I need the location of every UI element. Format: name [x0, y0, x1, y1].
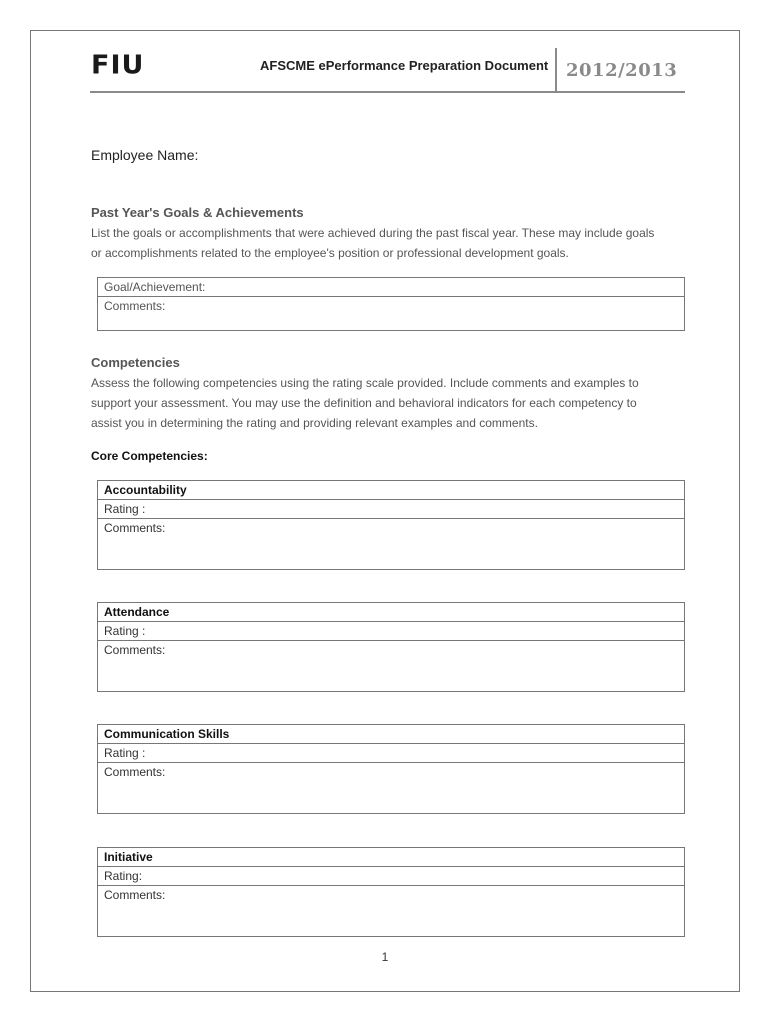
competencies-desc-line: assist you in determining the rating and providing relevant examples and comments.: [91, 416, 538, 430]
rating-field[interactable]: Rating :: [98, 500, 684, 519]
header-divider: [555, 48, 557, 93]
competency-box-communication-skills[interactable]: [97, 724, 685, 814]
page-number: 1: [381, 950, 389, 964]
goals-desc-line: List the goals or accomplishments that were achieved during the past fiscal year. These may include goals: [91, 226, 655, 240]
fiscal-year: 2012/2013: [566, 60, 678, 81]
fiu-logo: FIU: [91, 50, 145, 81]
comments-field[interactable]: Comments:: [104, 888, 166, 902]
competency-box-accountability[interactable]: [97, 480, 685, 570]
core-competencies-title: Core Competencies:: [91, 449, 208, 463]
goals-heading: Past Year's Goals & Achievements: [91, 205, 304, 220]
competencies-desc-line: Assess the following competencies using the rating scale provided. Include comments and examples to: [91, 376, 639, 390]
competencies-description: [91, 373, 691, 433]
rating-field[interactable]: Rating :: [98, 622, 684, 641]
competencies-desc-line: support your assessment. You may use the definition and behavioral indicators for each competency to: [91, 396, 637, 410]
goal-achievement-box[interactable]: [97, 277, 685, 331]
competency-box-attendance[interactable]: [97, 602, 685, 692]
rating-field[interactable]: Rating :: [98, 744, 684, 763]
competency-name: Accountability: [98, 481, 684, 500]
employee-name-label: Employee Name:: [91, 147, 199, 163]
goal-achievement-field[interactable]: Goal/Achievement:: [98, 278, 684, 297]
comments-field[interactable]: Comments:: [104, 765, 166, 779]
comments-field[interactable]: Comments:: [104, 643, 166, 657]
header-rule: [90, 91, 685, 93]
goals-desc-line: or accomplishments related to the employee's position or professional development goals.: [91, 246, 569, 260]
competency-name: Initiative: [98, 848, 684, 867]
goal-comments-field[interactable]: Comments:: [104, 299, 166, 313]
competency-box-initiative[interactable]: [97, 847, 685, 937]
competency-name: Attendance: [98, 603, 684, 622]
document-title: AFSCME ePerformance Preparation Document: [260, 58, 549, 73]
comments-field[interactable]: Comments:: [104, 521, 166, 535]
competencies-heading: Competencies: [91, 355, 180, 370]
rating-field[interactable]: Rating:: [98, 867, 684, 886]
competency-name: Communication Skills: [98, 725, 684, 744]
goals-description: [91, 223, 691, 263]
